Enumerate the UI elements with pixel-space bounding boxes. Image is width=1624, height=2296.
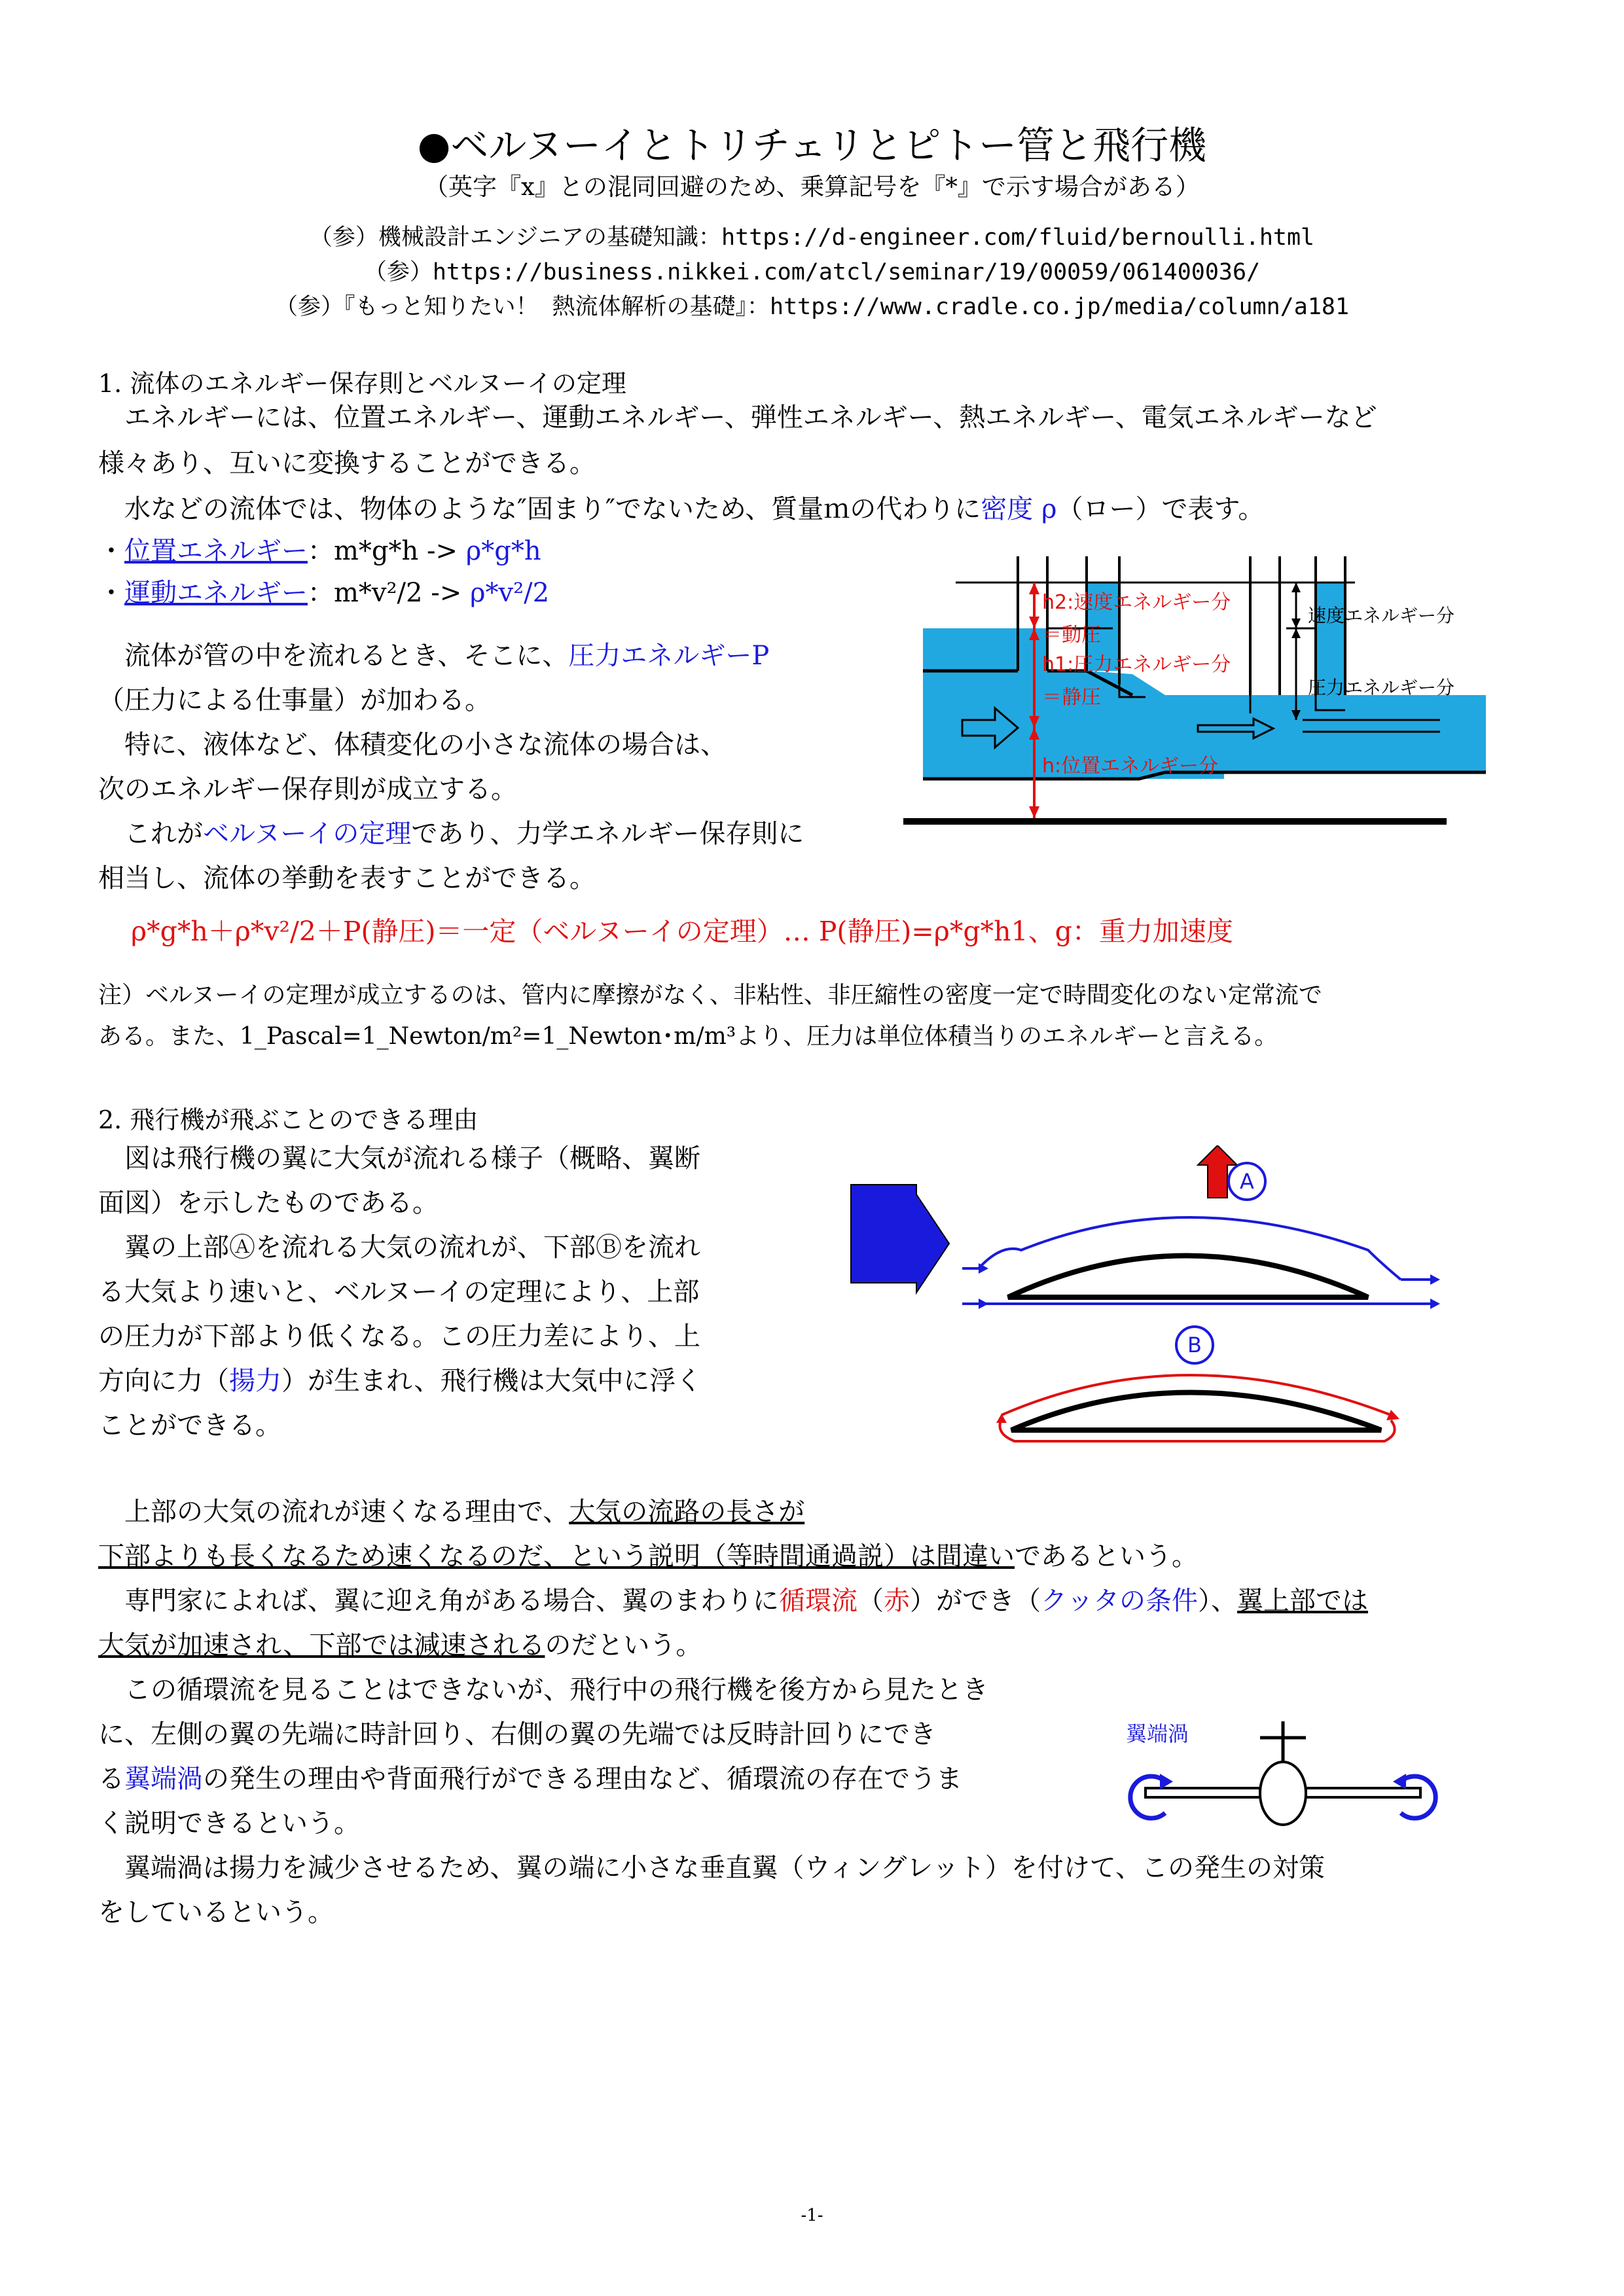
h-label: h:位置エネルギー分 [1042,755,1219,778]
section1-p3-line1: 流体が管の中を流れるとき、そこに、圧力エネルギーP [98,641,770,671]
reference-3: （参）『もっと知りたい！ 熱流体解析の基礎』：https://www.cradle.co.jp/media/column/a181 [274,294,1350,320]
bernoulli-formula: ρ*g*h＋ρ*v²/2＋P(静圧)＝一定（ベルヌーイの定理）… P(静圧)=ρ*g*h1、g：重力加速度 [131,916,1233,947]
section2-p5-line1: この循環流を見ることはできないが、飛行中の飛行機を後方から見たとき [98,1675,988,1705]
h1-label: h1:圧力エネルギー分 [1042,653,1231,676]
bernoulli-pipe-diagram [897,556,1499,838]
reference-2: （参）https://business.nikkei.com/atcl/seminar/19/00059/061400036/ [363,259,1261,285]
section2-p6-line2: をしているという。 [98,1897,334,1928]
section1-heading: 1. 流体のエネルギー保存則とベルヌーイの定理 [98,369,626,398]
position-energy-line: ・位置エネルギー：m*g*h -> ρ*g*h [98,536,541,566]
wing-circulation-profile [1011,1393,1381,1431]
section2-p1-line1: 図は飛行機の翼に大気が流れる様子（概略、翼断 [98,1143,700,1174]
bernoulli-term: ベルヌーイの定理 [203,819,412,849]
section1-p1-line2: 様々あり、互いに変換することができる。 [98,448,596,478]
section1-p1-line1: エネルギーには、位置エネルギー、運動エネルギー、弾性エネルギー、熱エネルギー、電気エネルギーなど [98,403,1377,433]
section2-p2-line4: 方向に力（揚力）が生まれ、飛行機は大気中に浮く [98,1366,702,1396]
kinetic-energy-label: 運動エネルギー [124,578,308,608]
reference-1: （参）機械設計エンジニアの基礎知識：https://d-engineer.com/fluid/bernoulli.html [309,224,1315,251]
section2-p1-line2: 面図）を示したものである。 [98,1188,439,1218]
note-line2: ある。また、1_Pascal=1_Newton/m²=1_Newton･m/m³より、圧力は単位体積当りのエネルギーと言える。 [98,1023,1278,1050]
wing-upper-profile [1008,1256,1368,1298]
section1-p2: 水などの流体では、物体のような″固まり″でないため、質量ｍの代わりに密度 ρ（ロー）で表す。 [98,494,1265,524]
section2-p3-line1: 上部の大気の流れが速くなる理由で、大気の流路の長さが [98,1497,805,1527]
section2-p5-line4: く説明できるという。 [98,1808,360,1839]
right-wing [1306,1788,1420,1797]
h2-label: h2:速度エネルギー分 [1042,591,1231,614]
kutta-condition-term: クッタの条件 [1041,1586,1198,1616]
section2-p6-line1: 翼端渦は揚力を減少させるため、翼の端に小さな垂直翼（ウィングレット）を付けて、この発生の対策 [98,1853,1325,1883]
ground-line [903,818,1447,825]
section2-p2-line3: の圧力が下部より低くなる。この圧力差により、上 [98,1321,700,1352]
left-wing [1146,1788,1260,1797]
section2-p2-line5: ことができる。 [98,1410,281,1441]
section2-p4-line1: 専門家によれば、翼に迎え角がある場合、翼のまわりに循環流（赤）ができ（クッタの条件）、翼上部では [98,1586,1368,1616]
section2-heading: 2. 飛行機が飛ぶことのできる理由 [98,1105,478,1134]
static-pressure-label: ＝静圧 [1042,686,1101,709]
section1-p5-line1: これがベルヌーイの定理であり、力学エネルギー保存則に [98,819,804,849]
right-velocity-label: 速度エネルギー分 [1308,605,1455,626]
pressure-energy-term: 圧力エネルギーP [568,641,770,671]
section2-p5-line3: る翼端渦の発生の理由や背面飛行ができる理由など、循環流の存在でうま [98,1764,962,1794]
position-energy-label: 位置エネルギー [124,536,308,566]
circulation-term: 循環流 [779,1586,857,1616]
section1-p4-line1: 特に、液体など、体積変化の小さな流体の場合は、 [98,730,727,760]
section2-p3-line2: 下部よりも長くなるため速くなるのだ、という説明（等時間通過説）は間違いであるという。 [98,1541,1198,1571]
airflow-big-arrow [851,1185,949,1293]
lift-term: 揚力 [229,1366,281,1396]
vortex-label: 翼端渦 [1126,1721,1189,1746]
right-pressure-label: 圧力エネルギー分 [1308,677,1455,698]
note-line1: 注）ベルヌーイの定理が成立するのは、管内に摩擦がなく、非粘性、非圧縮性の密度一定で時間変化のない定常流で [98,982,1322,1009]
page-number: -1- [801,2206,823,2225]
wingtip-vortex-term: 翼端渦 [124,1764,203,1794]
section1-p5-line2: 相当し、流体の挙動を表すことができる。 [98,863,596,893]
section1-p4-line2: 次のエネルギー保存則が成立する。 [98,774,517,804]
page-subtitle: （英字『x』との混同回避のため、乗算記号を『*』で示す場合がある） [424,173,1200,201]
wing-airflow-diagram [844,1145,1466,1473]
wingtip-vortex-diagram [1119,1708,1460,1833]
kinetic-energy-line: ・運動エネルギー：m*v²/2 -> ρ*v²/2 [98,578,550,608]
label-b: B [1187,1333,1202,1357]
page-title: ●ベルヌーイとトリチェリとピトー管と飛行機 [417,123,1207,168]
section2-p4-line2: 大気が加速され、下部では減速されるのだという。 [98,1630,702,1660]
density-term: 密度 ρ [981,494,1057,524]
section2-p5-line2: に、左側の翼の先端に時計回り、右側の翼の先端では反時計回りにでき [98,1719,936,1749]
section1-p3-line2: （圧力による仕事量）が加わる。 [98,685,491,715]
fuselage-icon [1260,1762,1306,1825]
label-a: A [1240,1169,1254,1194]
section2-p2-line1: 翼の上部Ⓐを流れる大気の流れが、下部Ⓑを流れ [98,1232,700,1263]
dynamic-pressure-label: ＝動圧 [1042,624,1101,647]
section2-p2-line2: る大気より速いと、ベルヌーイの定理により、上部 [98,1277,700,1307]
